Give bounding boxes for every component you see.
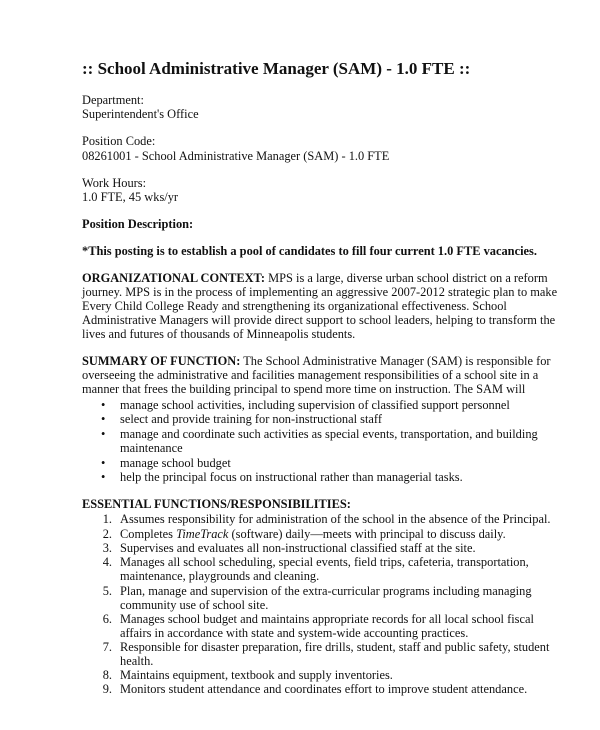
essential-functions-heading: ESSENTIAL FUNCTIONS/RESPONSIBILITIES: bbox=[82, 497, 351, 511]
timetrack-software-name: TimeTrack bbox=[176, 527, 229, 541]
list-number: 5. bbox=[102, 584, 112, 598]
org-context-line: Administrative Managers will provide direct support to school leaders, helping to transform the bbox=[82, 313, 556, 327]
essential-item-continuation: affairs in accordance with state and system-wide accounting practices. bbox=[120, 626, 469, 640]
list-number: 1. bbox=[102, 512, 112, 526]
bullet-icon: • bbox=[101, 398, 106, 412]
summary-bullet-item-continuation: maintenance bbox=[120, 441, 183, 455]
list-number: 6. bbox=[102, 612, 112, 626]
work-hours-label: Work Hours: bbox=[82, 176, 147, 190]
department-value: Superintendent's Office bbox=[82, 107, 199, 121]
list-number: 8. bbox=[102, 668, 112, 682]
summary-bullet-item: help the principal focus on instructional rather than managerial tasks. bbox=[120, 470, 463, 484]
org-context-line: lives and futures of thousands of Minneapolis students. bbox=[82, 327, 356, 341]
list-number: 7. bbox=[102, 640, 112, 654]
work-hours-value: 1.0 FTE, 45 wks/yr bbox=[82, 190, 179, 204]
org-context-line: journey. MPS is in the process of implementing an aggressive 2007-2012 strategic plan to make bbox=[82, 285, 558, 299]
bullet-icon: • bbox=[101, 456, 106, 470]
essential-item: Assumes responsibility for administration of the school in the absence of the Principal. bbox=[120, 512, 551, 526]
essential-item: Maintains equipment, textbook and supply inventories. bbox=[120, 668, 393, 682]
essential-item: Plan, manage and supervision of the extra-curricular programs including managing bbox=[120, 584, 532, 598]
summary-line: manner that frees the building principal to spend more time on instruction. The SAM will bbox=[82, 382, 526, 396]
summary-bullet-item: manage school budget bbox=[120, 456, 231, 470]
list-number: 9. bbox=[102, 682, 112, 696]
list-number: 2. bbox=[102, 527, 112, 541]
essential-item-continuation: health. bbox=[120, 654, 154, 668]
summary-bullet-item: select and provide training for non-instructional staff bbox=[120, 412, 382, 426]
org-context-line: Every Child College Ready and strengthening its organizational effectiveness. School bbox=[82, 299, 507, 313]
page-title: :: School Administrative Manager (SAM) - 1.0 FTE :: bbox=[82, 59, 471, 78]
essential-item: Manages all school scheduling, special events, field trips, cafeteria, transportation, bbox=[120, 555, 529, 569]
essential-item: Monitors student attendance and coordinates effort to improve student attendance. bbox=[120, 682, 528, 696]
summary-bullet-item: manage and coordinate such activities as special events, transportation, and building bbox=[120, 427, 538, 441]
list-number: 3. bbox=[102, 541, 112, 555]
summary-heading: SUMMARY OF FUNCTION: bbox=[82, 354, 241, 368]
org-context-first-line-text: MPS is a large, diverse urban school district on a reform bbox=[265, 271, 548, 285]
essential-item: Supervises and evaluates all non-instructional classified staff at the site. bbox=[120, 541, 476, 555]
summary-line: overseeing the administrative and facilities management responsibilities of a school site in a bbox=[82, 368, 539, 382]
bullet-icon: • bbox=[101, 470, 106, 484]
essential-item-continuation: maintenance, playgrounds and cleaning. bbox=[120, 569, 320, 583]
summary-bullet-item: manage school activities, including supervision of classified support personnel bbox=[120, 398, 510, 412]
essential-item-continuation: community use of school site. bbox=[120, 598, 269, 612]
position-code-value: 08261001 - School Administrative Manager (SAM) - 1.0 FTE bbox=[82, 149, 390, 163]
summary-first-line-text: The School Administrative Manager (SAM) is responsible for bbox=[240, 354, 551, 368]
department-label: Department: bbox=[82, 93, 144, 107]
position-code-label: Position Code: bbox=[82, 134, 156, 148]
posting-notice: *This posting is to establish a pool of candidates to fill four current 1.0 FTE vacancies. bbox=[82, 244, 537, 258]
list-number: 4. bbox=[102, 555, 112, 569]
essential-item: Responsible for disaster preparation, fire drills, student, staff and public safety, student bbox=[120, 640, 550, 654]
position-description-heading: Position Description: bbox=[82, 217, 194, 231]
essential-item-text: (software) daily—meets with principal to discuss daily. bbox=[228, 527, 506, 541]
bullet-icon: • bbox=[101, 412, 106, 426]
essential-item-text: Completes bbox=[120, 527, 177, 541]
bullet-icon: • bbox=[101, 427, 106, 441]
essential-item: Manages school budget and maintains appropriate records for all local school fiscal bbox=[120, 612, 534, 626]
org-context-heading: ORGANIZATIONAL CONTEXT: bbox=[82, 271, 266, 285]
